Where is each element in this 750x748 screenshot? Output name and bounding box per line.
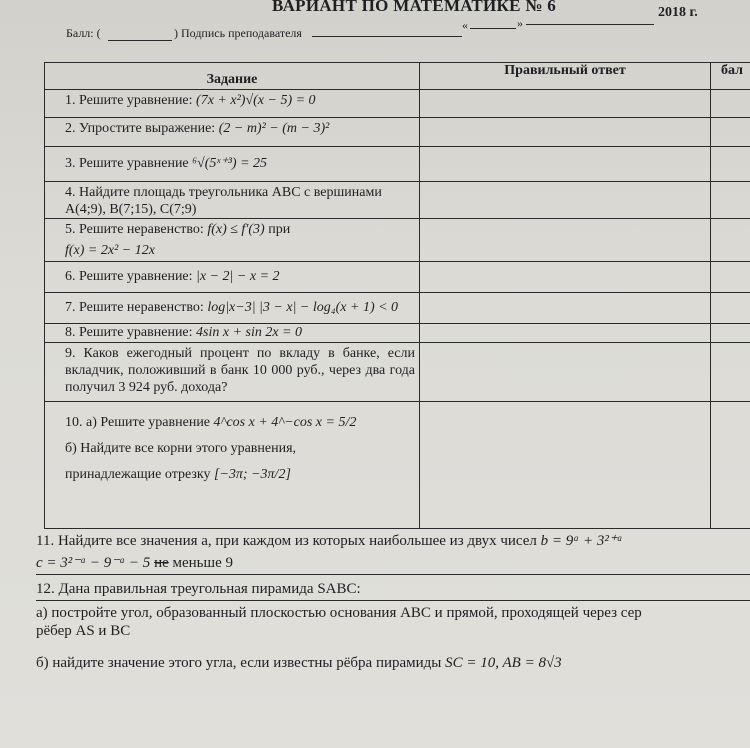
task-formula-3: [−3π; −3π/2] bbox=[214, 467, 291, 482]
score-label: Балл: ( bbox=[66, 26, 101, 40]
divider bbox=[36, 600, 750, 601]
quote-close: » bbox=[517, 16, 523, 30]
table-row bbox=[44, 293, 750, 324]
task-text: 1. Решите уравнение: bbox=[65, 93, 193, 108]
table-row bbox=[44, 219, 750, 262]
score-cell[interactable] bbox=[711, 343, 750, 401]
question-11 bbox=[36, 532, 750, 572]
score-cell[interactable] bbox=[711, 324, 750, 342]
table-row bbox=[44, 147, 750, 182]
page-title: ВАРИАНТ ПО МАТЕМАТИКЕ № 6 bbox=[272, 0, 557, 15]
q11-formula-c: c = 3²⁻ᵃ − 9⁻ᵃ − 5 bbox=[36, 555, 151, 571]
task-formula-2: f(x) = 2x² − 12x bbox=[65, 243, 155, 258]
q12-formula: SC = 10, AB = 8√3 bbox=[445, 655, 562, 671]
signature-blank bbox=[312, 36, 462, 37]
day-blank bbox=[470, 28, 516, 29]
q12-part-a: а) постройте угол, образованный плоскостью основания ABC и прямой, проходящей через сер bbox=[36, 605, 642, 621]
score-cell[interactable] bbox=[711, 262, 750, 292]
answer-cell[interactable] bbox=[420, 402, 711, 528]
table-row bbox=[44, 324, 750, 343]
score-blank bbox=[108, 40, 172, 41]
task-formula: A(4;9), B(7;15), C(7;9) bbox=[65, 202, 197, 217]
task-text: 7. Решите неравенство: bbox=[65, 300, 204, 315]
score-cell[interactable] bbox=[711, 118, 750, 146]
task-text: 10. а) Решите уравнение bbox=[65, 415, 211, 430]
answer-cell[interactable] bbox=[420, 182, 711, 218]
question-12 bbox=[36, 580, 750, 672]
answer-cell[interactable] bbox=[420, 262, 711, 292]
table-row bbox=[44, 343, 750, 402]
task-formula: (7x + x²)√(x − 5) = 0 bbox=[196, 93, 316, 108]
col-task-header: Задание bbox=[44, 63, 420, 89]
task-formula: 4^cos x + 4^−cos x = 5/2 bbox=[213, 415, 357, 430]
answer-cell[interactable] bbox=[420, 118, 711, 146]
q12-part-a-2: рёбер AS и BC bbox=[36, 623, 131, 639]
task-formula: ⁶√(5ˣ⁺³) = 25 bbox=[192, 156, 268, 171]
answer-cell[interactable] bbox=[420, 90, 711, 117]
signature-label: ) Подпись преподавателя bbox=[174, 26, 302, 40]
task-formula: 4sin x + sin 2x = 0 bbox=[196, 325, 303, 340]
table-row bbox=[44, 402, 750, 529]
q12-part-b: б) найдите значение этого угла, если известны рёбра пирамиды bbox=[36, 655, 442, 671]
month-blank bbox=[526, 24, 654, 25]
answer-cell[interactable] bbox=[420, 293, 711, 323]
task-text-3: принадлежащие отрезку bbox=[65, 467, 211, 482]
q11-formula-b: b = 9ᵃ + 3²⁺ᵃ bbox=[540, 533, 623, 549]
table-row bbox=[44, 182, 750, 219]
answer-cell[interactable] bbox=[420, 219, 711, 261]
task-formula: |x − 2| − x = 2 bbox=[196, 269, 280, 284]
table-row bbox=[44, 90, 750, 118]
task-text: 9. Каков ежегодный процент по вкладу в банке, если вкладчик, положивший в банк 10 000 руб., через два года получил 3 924 руб. дохода? bbox=[44, 343, 420, 401]
task-text: 6. Решите уравнение: bbox=[65, 269, 193, 284]
quote-open: « bbox=[462, 18, 468, 32]
task-text: 2. Упростите выражение: bbox=[65, 121, 216, 136]
answer-cell[interactable] bbox=[420, 324, 711, 342]
q11-text: 11. Найдите все значения a, при каждом из которых наибольшее из двух чисел bbox=[36, 533, 537, 549]
task-text-2: при bbox=[268, 222, 291, 237]
task-text: 8. Решите уравнение: bbox=[65, 325, 193, 340]
score-cell[interactable] bbox=[711, 402, 750, 528]
table-row bbox=[44, 262, 750, 293]
q11-tail: меньше 9 bbox=[172, 555, 233, 571]
task-table bbox=[44, 62, 750, 529]
score-cell[interactable] bbox=[711, 182, 750, 218]
table-row bbox=[44, 118, 750, 147]
answer-cell[interactable] bbox=[420, 147, 711, 181]
task-formula: log|x−3| |3 − x| − log₄(x + 1) < 0 bbox=[207, 300, 399, 315]
year-label: 2018 г. bbox=[658, 5, 698, 20]
task-text: 4. Найдите площадь треугольника ABC с вершинами bbox=[65, 185, 382, 200]
col-answer-header: Правильный ответ bbox=[420, 63, 711, 89]
task-text-2: б) Найдите все корни этого уравнения, bbox=[65, 441, 297, 456]
task-text: 5. Решите неравенство: bbox=[65, 222, 204, 237]
divider bbox=[36, 574, 750, 575]
table-header-row bbox=[44, 63, 750, 90]
score-cell[interactable] bbox=[711, 219, 750, 261]
q11-struck-word: не bbox=[154, 555, 169, 571]
task-formula: (2 − m)² − (m − 3)² bbox=[218, 121, 330, 136]
col-score-header: бал bbox=[721, 63, 743, 78]
task-text: 3. Решите уравнение bbox=[65, 156, 189, 171]
score-cell[interactable] bbox=[711, 147, 750, 181]
task-formula: f(x) ≤ f′(3) bbox=[207, 222, 265, 237]
q12-title: 12. Дана правильная треугольная пирамида SABC: bbox=[36, 581, 361, 597]
score-cell[interactable] bbox=[711, 293, 750, 323]
score-cell[interactable] bbox=[711, 90, 750, 117]
answer-cell[interactable] bbox=[420, 343, 711, 401]
